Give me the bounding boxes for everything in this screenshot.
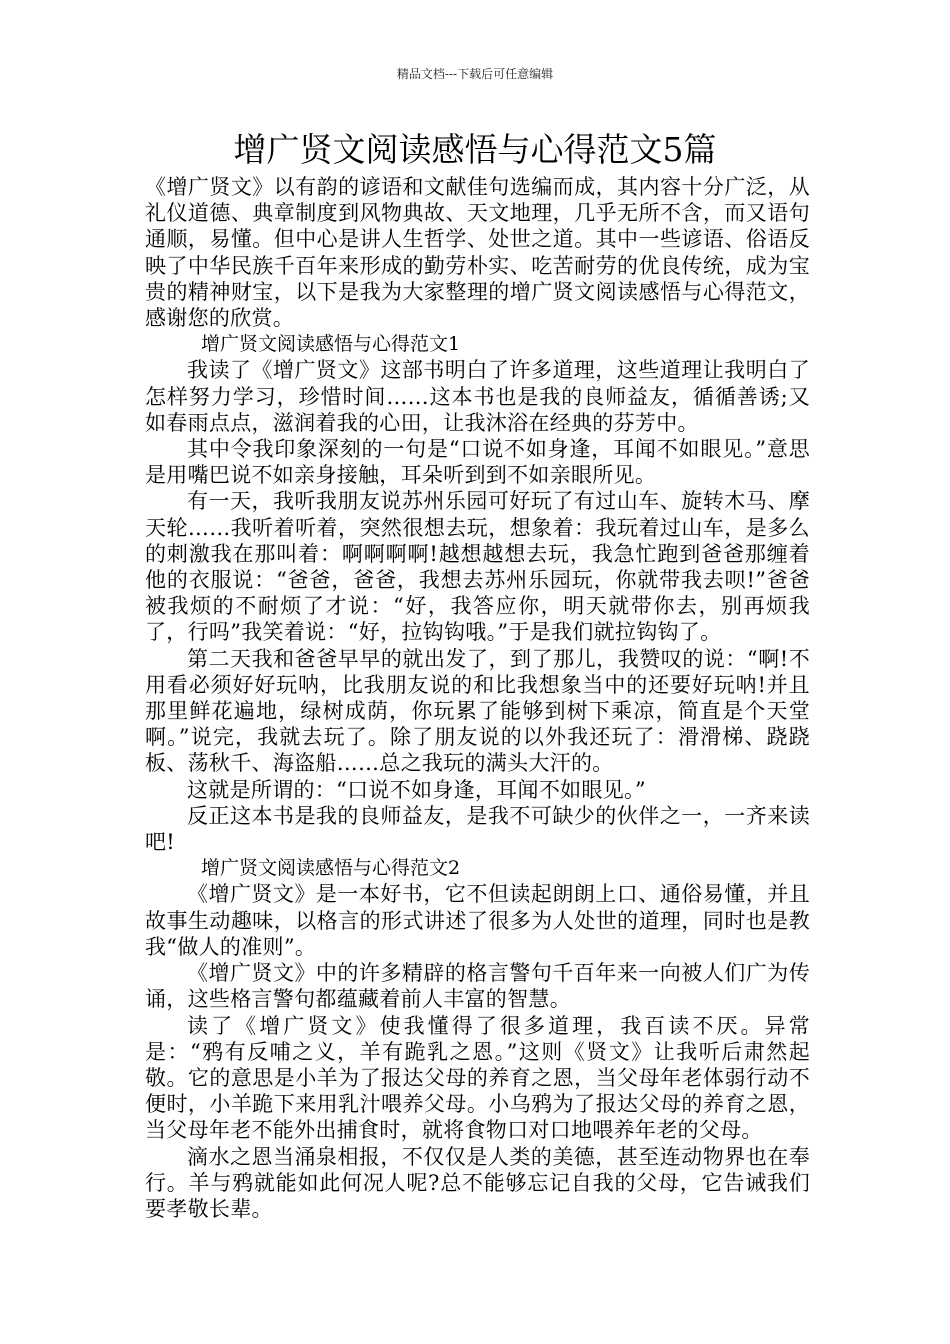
document-title: 增广贤文阅读感悟与心得范文5篇 — [233, 130, 717, 169]
section-1 — [145, 331, 810, 855]
document-body — [145, 174, 810, 1222]
body-paragraph: 《增广贤文》是一本好书，它不但读起朗朗上口、通俗易懂，并且故事生动趣味，以格言的形式讲述了很多为人处世的道理，同时也是教我“做人的准则”。 — [145, 882, 810, 959]
body-paragraph: 第二天我和爸爸早早的就出发了，到了那儿，我赞叹的说：“啊!不用看必须好好玩呐，比我朋友说的和比我想象当中的还要好玩呐!并且那里鲜花遍地，绿树成荫，你玩累了能够到树下乘凉，简直是个天堂啊。”说完，我就去玩了。除了朋友说的以外我还玩了：滑滑梯、跷跷板、荡秋千、海盗船……总之我玩的满头大汗的。 — [145, 646, 810, 776]
body-paragraph: 读了《增广贤文》使我懂得了很多道理，我百读不厌。异常是：“鸦有反哺之义，羊有跪乳之恩。”这则《贤文》让我听后肃然起敬。它的意思是小羊为了报达父母的养育之恩，当父母年老体弱行动不便时，小羊跪下来用乳汁喂养父母。小乌鸦为了报达父母的养育之恩，当父母年老不能外出捕食时，就将食物口对口地喂养年老的父母。 — [145, 1013, 810, 1143]
body-paragraph: 我读了《增广贤文》这部书明白了许多道理，这些道理让我明白了怎样努力学习，珍惜时间……这本书也是我的良师益友，循循善诱;又如春雨点点，滋润着我的心田，让我沐浴在经典的芬芳中。 — [145, 358, 810, 435]
body-paragraph: 这就是所谓的：“口说不如身逢，耳闻不如眼见。” — [187, 777, 646, 802]
intro-paragraph: 《增广贤文》以有韵的谚语和文献佳句选编而成，其内容十分广泛，从礼仪道德、典章制度到风物典故、天文地理，几乎无所不含，而又语句通顺，易懂。但中心是讲人生哲学、处世之道。其中一些谚语、俗语反映了中华民族千百年来形成的勤劳朴实、吃苦耐劳的优良传统，成为宝贵的精神财宝，以下是我为大家整理的增广贤文阅读感悟与心得范文，感谢您的欣赏。 — [145, 175, 810, 331]
body-paragraph: 反正这本书是我的良师益友，是我不可缺少的伙伴之一，一齐来读吧! — [145, 803, 810, 855]
body-paragraph: 《增广贤文》中的许多精辟的格言警句千百年来一向被人们广为传诵，这些格言警句都蕴藏着前人丰富的智慧。 — [145, 961, 810, 1012]
section-heading: 增广贤文阅读感悟与心得范文2 — [201, 857, 461, 880]
body-paragraph: 有一天，我听我朋友说苏州乐园可好玩了有过山车、旋转木马、摩天轮……我听着听着，突然很想去玩，想象着：我玩着过山车，是多么的刺激我在那叫着：啊啊啊啊!越想越想去玩，我急忙跑到爸爸那缠着他的衣服说：“爸爸，爸爸，我想去苏州乐园玩，你就带我去呗!”爸爸被我烦的不耐烦了才说：“好，我答应你，明天就带你去，别再烦我了，行吗”我笑着说：“好，拉钩钩哦。”于是我们就拉钩钩了。 — [145, 489, 810, 645]
body-paragraph: 其中令我印象深刻的一句是“口说不如身逢，耳闻不如眼见。”意思是用嘴巴说不如亲身接触，耳朵听到到不如亲眼所见。 — [145, 437, 810, 488]
section-heading: 增广贤文阅读感悟与心得范文1 — [201, 333, 461, 356]
header-note: 精品文档---下载后可任意编辑 — [396, 67, 554, 81]
section-2 — [145, 855, 810, 1222]
body-paragraph: 滴水之恩当涌泉相报，不仅仅是人类的美德，甚至连动物界也在奉行。羊与鸦就能如此何况人呢?总不能够忘记自我的父母，它告诫我们要孝敬长辈。 — [145, 1144, 810, 1221]
